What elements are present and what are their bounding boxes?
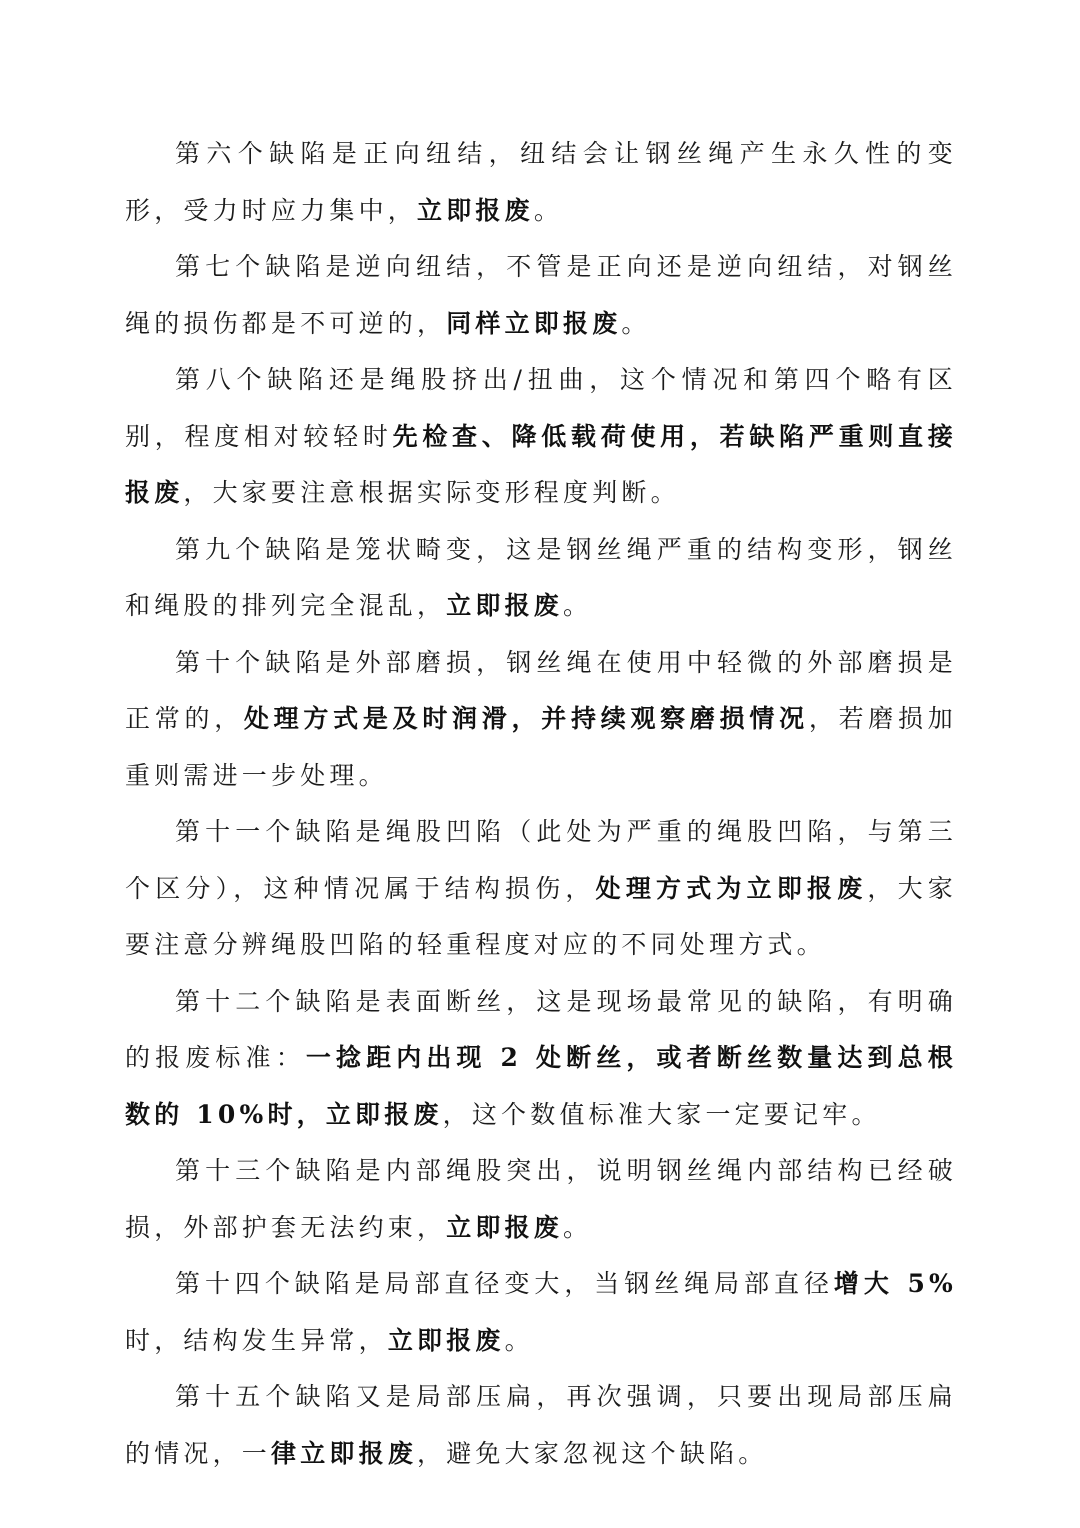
document-body xyxy=(125,126,957,1482)
paragraph-text: 。 xyxy=(563,1212,593,1242)
paragraph-text: 第六个缺陷是正向纽结，纽结会让钢丝绳产生永久性的变形，受力时应力集中， xyxy=(125,139,957,225)
emphasized-text: 一捻距内出现 2 处断丝，或者断丝数量达到总根数的 10%时，立即报废 xyxy=(125,1043,957,1129)
paragraph-text: 第十个缺陷是外部磨损，钢丝绳在使用中轻微的外部磨损是正常的， xyxy=(125,647,957,733)
paragraph-text: 第八个缺陷还是绳股挤出/扭曲，这个情况和第四个略有区别，程度相对较轻时 xyxy=(125,365,957,451)
paragraph-text: 第十一个缺陷是绳股凹陷（此处为严重的绳股凹陷，与第三个区分），这种情况属于结构损伤， xyxy=(125,817,957,903)
paragraph xyxy=(125,1143,957,1256)
paragraph-text: 第十二个缺陷是表面断丝，这是现场最常见的缺陷，有明确的报废标准： xyxy=(125,986,957,1072)
paragraph-text: ，大家要注意根据实际变形程度判断。 xyxy=(183,478,680,507)
paragraph xyxy=(125,804,957,974)
emphasized-text: 处理方式为立即报废 xyxy=(595,873,868,903)
emphasized-text: 立即报废 xyxy=(417,195,534,225)
paragraph xyxy=(125,974,957,1144)
paragraph-text: ，这个数值标准大家一定要记牢。 xyxy=(442,1099,881,1129)
paragraph xyxy=(125,522,957,635)
paragraph-text: ，若磨损加重则需进一步处理。 xyxy=(125,704,957,790)
paragraph-text: 第十三个缺陷是内部绳股突出，说明钢丝绳内部结构已经破损，外部护套无法约束， xyxy=(125,1156,957,1242)
emphasized-text: 立即报废 xyxy=(387,1325,505,1355)
emphasized-text: 立即报废 xyxy=(446,1212,564,1242)
paragraph-text: 。 xyxy=(563,591,593,620)
paragraph-text: ，大家要注意分辨绳股凹陷的轻重程度对应的不同处理方式。 xyxy=(125,873,957,959)
paragraph-text: 。 xyxy=(504,1325,534,1355)
paragraph-text: ，避免大家忽视这个缺陷。 xyxy=(417,1438,768,1468)
emphasized-text: 同样立即报废 xyxy=(446,308,622,338)
emphasized-text: 律立即报废 xyxy=(271,1438,418,1468)
emphasized-text: 立即报废 xyxy=(446,591,564,620)
paragraph-text: 时，结构发生异常， xyxy=(125,1325,388,1355)
emphasized-text: 增大 5% xyxy=(833,1269,957,1298)
emphasized-text: 处理方式是及时润滑，并持续观察磨损情况 xyxy=(243,704,809,733)
paragraph-text: 第七个缺陷是逆向纽结，不管是正向还是逆向纽结，对钢丝绳的损伤都是不可逆的， xyxy=(125,252,957,338)
paragraph xyxy=(125,1256,957,1369)
paragraph xyxy=(125,635,957,805)
paragraph xyxy=(125,1369,957,1482)
paragraph-text: 。 xyxy=(621,308,651,338)
paragraph-text: 第九个缺陷是笼状畸变，这是钢丝绳严重的结构变形，钢丝和绳股的排列完全混乱， xyxy=(125,534,957,620)
paragraph-text: 。 xyxy=(533,195,564,225)
paragraph-text: 第十四个缺陷是局部直径变大，当钢丝绳局部直径 xyxy=(175,1269,834,1298)
paragraph-text: 第十五个缺陷又是局部压扁，再次强调，只要出现局部压扁的情况，一 xyxy=(125,1382,957,1468)
paragraph xyxy=(125,126,957,239)
paragraph xyxy=(125,239,957,352)
emphasized-text: 先检查、降低载荷使用，若缺陷严重则直接报废 xyxy=(125,421,957,507)
paragraph xyxy=(125,352,957,522)
